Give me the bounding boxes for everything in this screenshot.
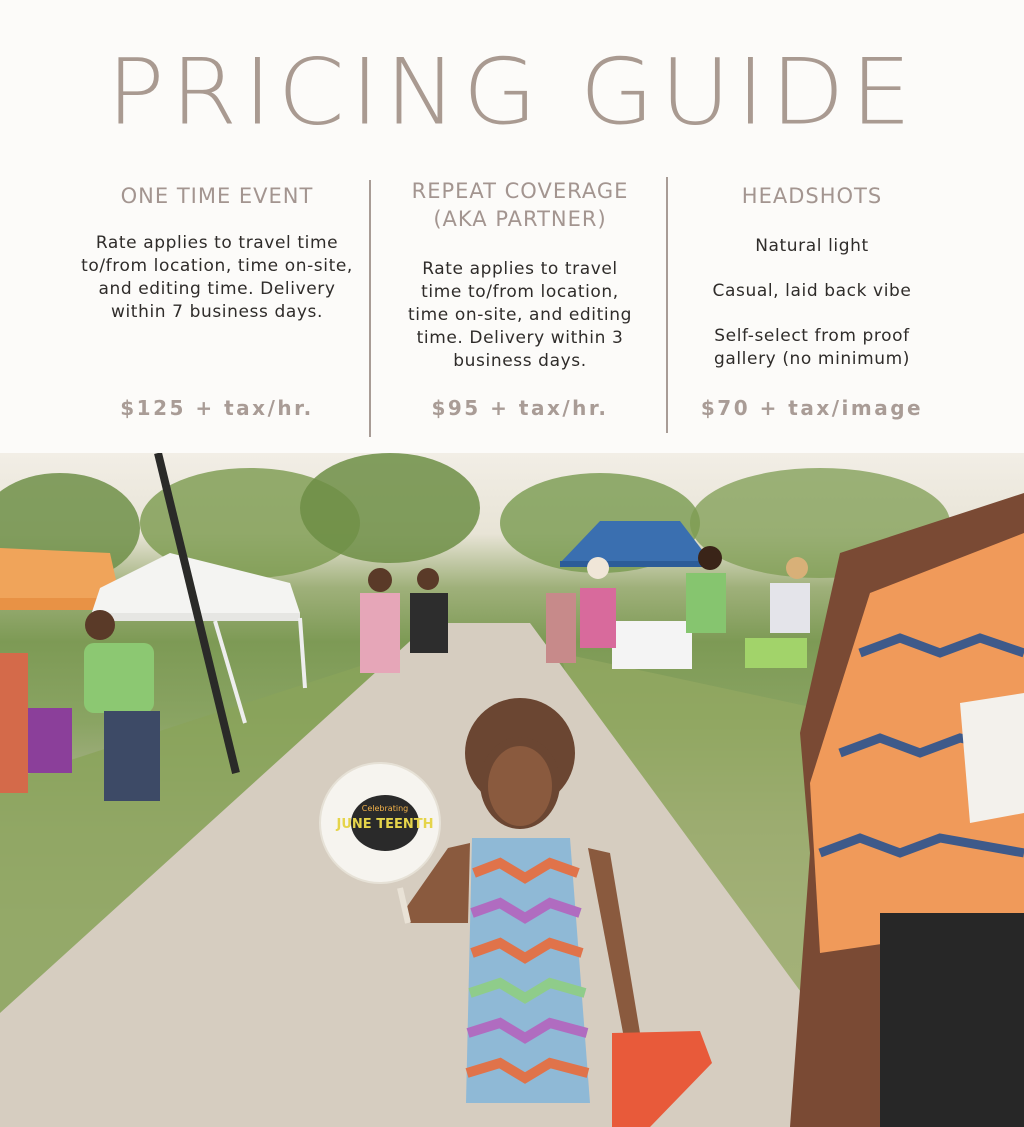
column-price: $70 + tax/image xyxy=(700,396,924,420)
column-price: $125 + tax/hr. xyxy=(120,396,314,420)
event-photo xyxy=(0,453,1024,1127)
list-item: Casual, laid back vibe xyxy=(712,281,912,301)
column-price: $95 + tax/hr. xyxy=(431,396,609,420)
column-heading: REPEAT COVERAGE (AKA PARTNER) xyxy=(411,179,629,231)
list-item: Natural light xyxy=(755,236,869,256)
column-heading: HEADSHOTS xyxy=(741,184,883,208)
fan-text-main: JUNE TEENTH xyxy=(336,817,434,832)
pricing-column-one-time-event xyxy=(66,172,368,420)
column-divider xyxy=(369,180,371,437)
pricing-header xyxy=(0,0,1024,453)
fan-text-top: Celebrating xyxy=(361,804,409,813)
column-heading: ONE TIME EVENT xyxy=(120,184,314,208)
pricing-column-headshots xyxy=(670,172,954,420)
pricing-column-repeat-coverage xyxy=(372,172,668,420)
column-description: Rate applies to travel time to/from location, time on-site, and editing time. Delivery within 7 business days. xyxy=(81,233,353,322)
event-photo-illustration xyxy=(0,453,1024,1127)
column-description: Rate applies to travel time to/from location, time on-site, and editing time. Delivery within 3 business days. xyxy=(408,259,632,371)
column-list xyxy=(670,232,954,371)
list-item: Self-select from proof gallery (no minimum) xyxy=(713,326,911,369)
column-divider xyxy=(666,177,668,433)
page-title: PRICING GUIDE xyxy=(106,38,918,146)
